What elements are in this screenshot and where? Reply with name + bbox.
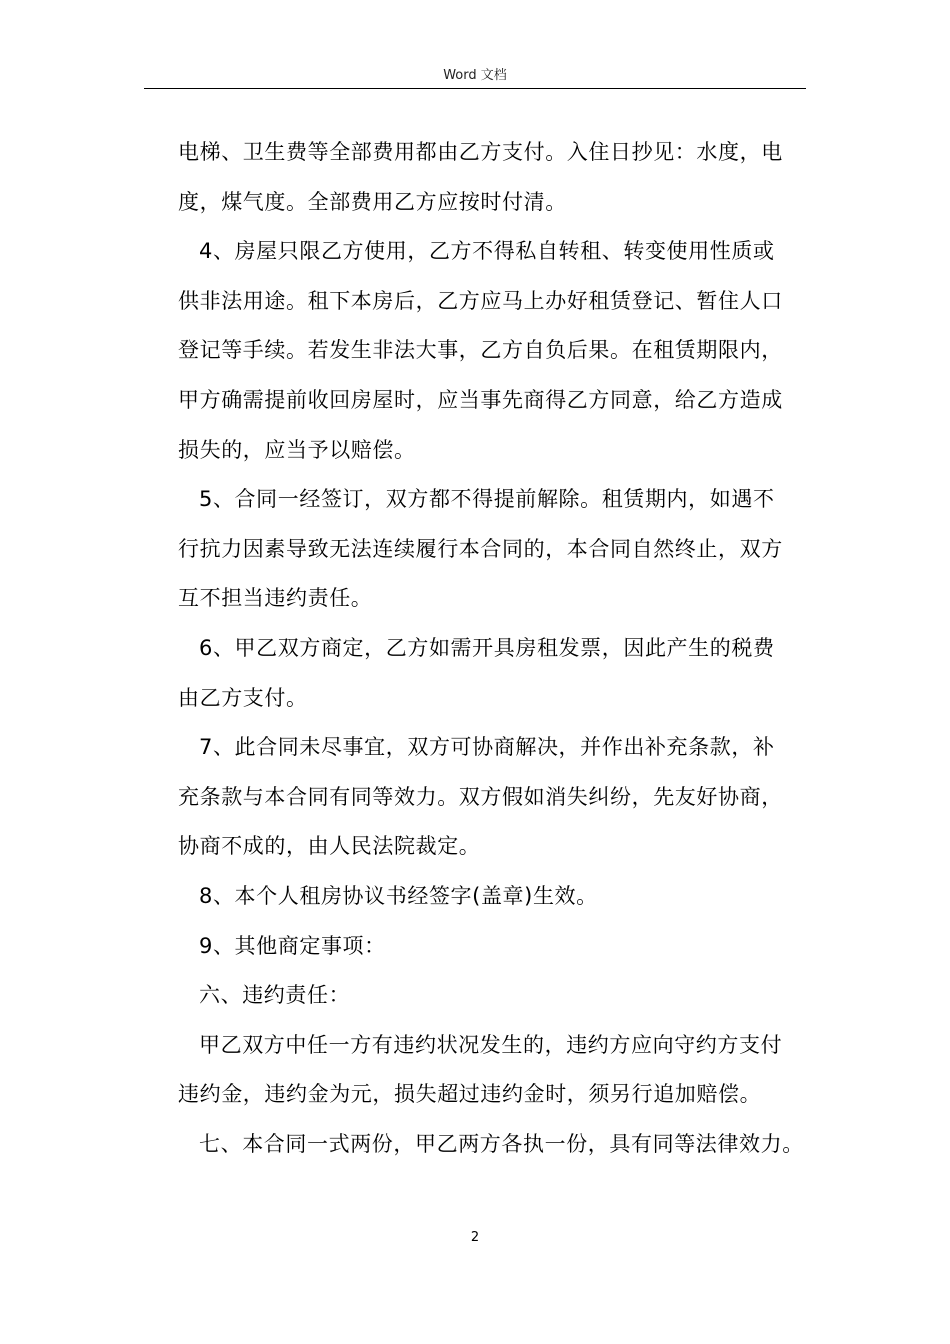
text-line: 六、违约责任： [199, 983, 351, 1008]
text-line: 7、此合同未尽事宜，双方可协商解决，并作出补充条款，补 [199, 735, 775, 760]
page-number: 2 [470, 1230, 480, 1245]
text-line: 充条款与本合同有同等效力。双方假如消失纠纷，先友好协商， [178, 784, 783, 809]
text-line: 行抗力因素导致无法连续履行本合同的，本合同自然终止，双方 [178, 536, 783, 561]
text-line: 供非法用途。租下本房后，乙方应马上办好租赁登记、暂住人口 [178, 288, 783, 313]
text-line: 8、本个人租房协议书经签字(盖章)生效。 [199, 883, 598, 908]
text-line: 协商不成的，由人民法院裁定。 [178, 834, 481, 859]
text-line: 4、房屋只限乙方使用，乙方不得私自转租、转变使用性质或 [199, 239, 775, 264]
text-line: 6、甲乙双方商定，乙方如需开具房租发票，因此产生的税费 [199, 635, 775, 660]
text-line: 甲方确需提前收回房屋时，应当事先商得乙方同意，给乙方造成 [178, 387, 783, 412]
text-line: 违约金，违约金为元，损失超过违约金时，须另行追加赔偿。 [178, 1082, 762, 1107]
text-line: 9、其他商定事项： [199, 933, 386, 958]
text-line: 由乙方支付。 [178, 685, 308, 710]
header-divider [144, 88, 806, 89]
text-line: 七、本合同一式两份，甲乙两方各执一份，具有同等法律效力。 [199, 1131, 804, 1156]
text-line: 度，煤气度。全部费用乙方应按时付清。 [178, 189, 567, 214]
text-line: 电梯、卫生费等全部费用都由乙方支付。入住日抄见：水度，电 [178, 140, 783, 164]
text-line: 互不担当违约责任。 [178, 586, 373, 611]
text-line: 甲乙双方中任一方有违约状况发生的，违约方应向守约方支付 [199, 1032, 783, 1057]
header-title: Word 文档 [443, 68, 507, 83]
text-line: 登记等手续。若发生非法大事，乙方自负后果。在租赁期限内， [178, 338, 783, 363]
document-body [178, 128, 818, 1169]
text-line: 损失的，应当予以赔偿。 [178, 437, 416, 462]
text-line: 5、合同一经签订，双方都不得提前解除。租赁期内，如遇不 [199, 487, 775, 512]
